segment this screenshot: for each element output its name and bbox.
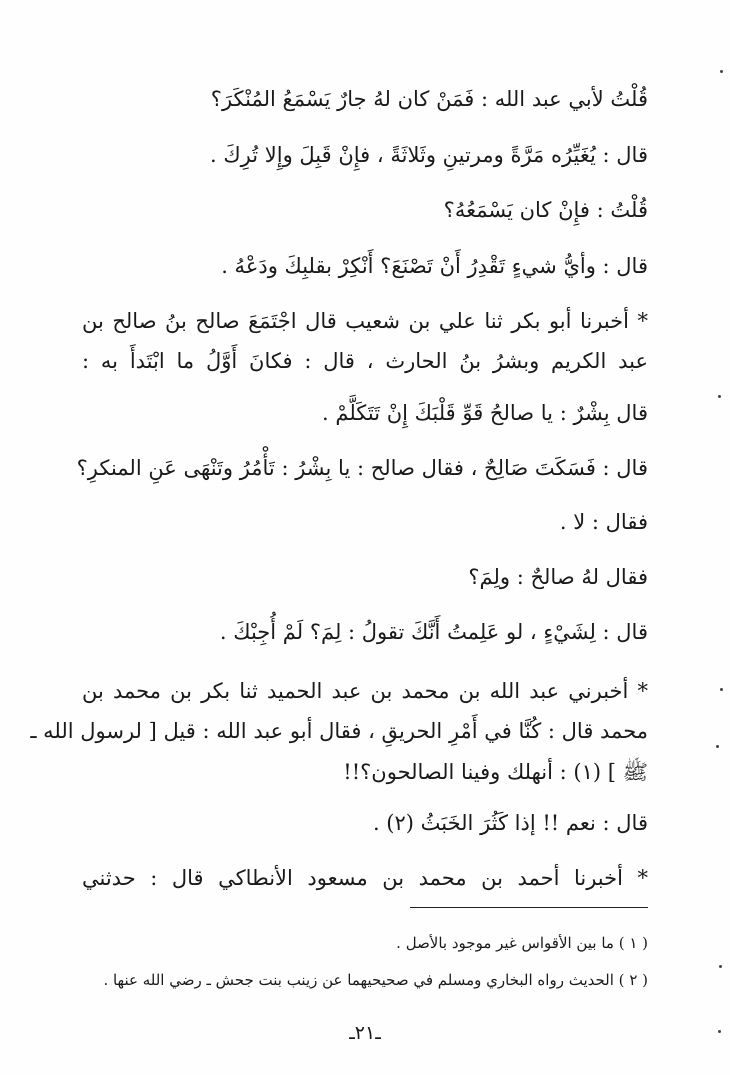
footnote-1: ( ١ ) ما بين الأقواس غير موجود بالأصل . <box>396 934 648 952</box>
text-line-6: عبد الكريم وبشرُ بنُ الحارث ، قال : فكانَ أَوَّلُ ما ابْتَدأَ به : <box>82 349 648 373</box>
text-line-7: قال بِشْرٌ : يا صالحُ قَوِّ قَلْبَكَ إِنْ تَتَكَلَّمْ . <box>322 401 648 425</box>
page-number: ـ٢١ـ <box>349 1022 381 1044</box>
text-line-3: قُلْتُ : فإِنْ كان يَسْمَعُهُ؟ <box>443 198 648 222</box>
scan-speck <box>720 70 723 73</box>
text-line-11: قال : لِشَيْءٍ ، لو عَلِمتُ أَنَّكَ تقولُ : لِمَ؟ لَمْ أُجِبْكَ . <box>219 620 648 644</box>
footnote-2: ( ٢ ) الحديث رواه البخاري ومسلم في صحيحيهما عن زينب بنت جحش ـ رضي الله عنها . <box>103 971 648 989</box>
text-line-12: * أخبرني عبد الله بن محمد بن عبد الحميد ثنا بكر بن محمد بن <box>82 679 648 703</box>
text-line-5: * أخبرنا أبو بكر ثنا علي بن شعيب قال اجْتَمَعَ صالح بنُ صالح بن <box>82 309 648 333</box>
scan-speck <box>720 688 723 691</box>
text-line-2: قال : يُغَيِّرُه مَرَّةً ومرتينِ وثَلاثَةً ، فإِنْ قَبِلَ وإِلا تُرِكَ . <box>210 143 648 167</box>
text-line-13: محمد قال : كُنَّا في أَمْرِ الحريقِ ، فقال أبو عبد الله : قيل [ لرسول الله ـ <box>30 719 648 743</box>
scan-speck <box>719 965 722 968</box>
text-line-16: * أخبرنا أحمد بن محمد بن مسعود الأنطاكي قال : حدثني <box>82 866 648 890</box>
text-line-9: فقال : لا . <box>559 510 648 534</box>
scan-speck <box>716 745 719 748</box>
footnote-separator <box>410 907 648 908</box>
text-line-1: قُلْتُ لأبي عبد الله : فَمَنْ كان لهُ جارٌ يَسْمَعُ المُنْكَرَ؟ <box>210 87 648 111</box>
scan-speck <box>718 395 721 398</box>
text-line-15: قال : نعم !! إذا كَثُرَ الخَبَثُ (٢) . <box>372 811 648 835</box>
scan-speck <box>718 1030 721 1033</box>
text-line-14: ﷺ ] (١) : أنهلك وفينا الصالحون؟!! <box>343 760 648 784</box>
text-line-4: قال : وأيُّ شيءٍ تَقْدِرُ أَنْ تَصْنَعَ؟ أَنْكِرْ بقلبِكَ ودَعْهُ . <box>221 254 648 278</box>
text-line-8: قال : فَسَكَتَ صَالِحٌ ، فقال صالح : يا بِشْرُ : تَأْمُرُ وتَنْهَى عَنِ المنكرِ؟ <box>76 456 648 480</box>
text-line-10: فقال لهُ صالحٌ : ولِمَ؟ <box>468 565 648 589</box>
